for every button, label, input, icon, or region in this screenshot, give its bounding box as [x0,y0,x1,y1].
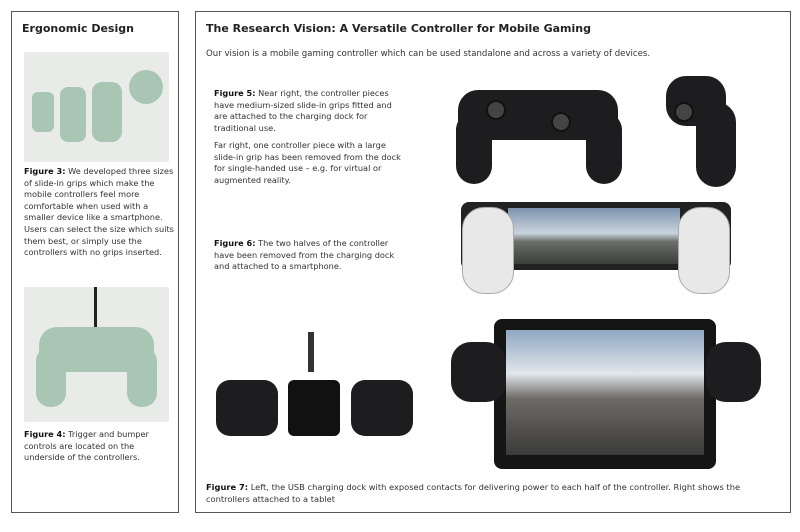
panel-title: Ergonomic Design [22,22,134,35]
figure-6-caption: Figure 6: The two halves of the controller have been removed from the charging dock and attached to a smartphone. [214,238,395,272]
figure-5-caption-2: Far right, one controller piece with a large slide-in grip has been removed from the dock for single-handed use – e.g. for virtual or augmented reality. [214,140,401,185]
figure-5-caption: Figure 5: Near right, the controller pieces have medium-sized slide-in grips fitted and are attached to the charging dock for traditional use. [214,88,392,133]
figure-7-caption: Figure 7: Left, the USB charging dock with exposed contacts for delivering power to each half of the controller. Right shows the controllers attached to a tablet [206,482,741,504]
figure-4-caption: Figure 4: Trigger and bumper controls are located on the underside of the controllers. [24,429,149,463]
figure-3-caption: Figure 3: We developed three sizes of slide-in grips which make the mobile controllers feel more comfortable when used with a smaller device like a smartphone. Users can select the size which suits them best, or simply use the controllers with no grips inserted. [24,166,174,258]
intro-text: Our vision is a mobile gaming controller which can be used standalone and across a variety of devices. [206,49,651,59]
figure-4-underside-photo [24,287,169,422]
panel-title: The Research Vision: A Versatile Controller for Mobile Gaming [206,22,591,35]
figure-3-grips-photo [24,52,169,162]
research-vision-panel [195,11,791,513]
ergonomic-design-panel [11,11,179,513]
